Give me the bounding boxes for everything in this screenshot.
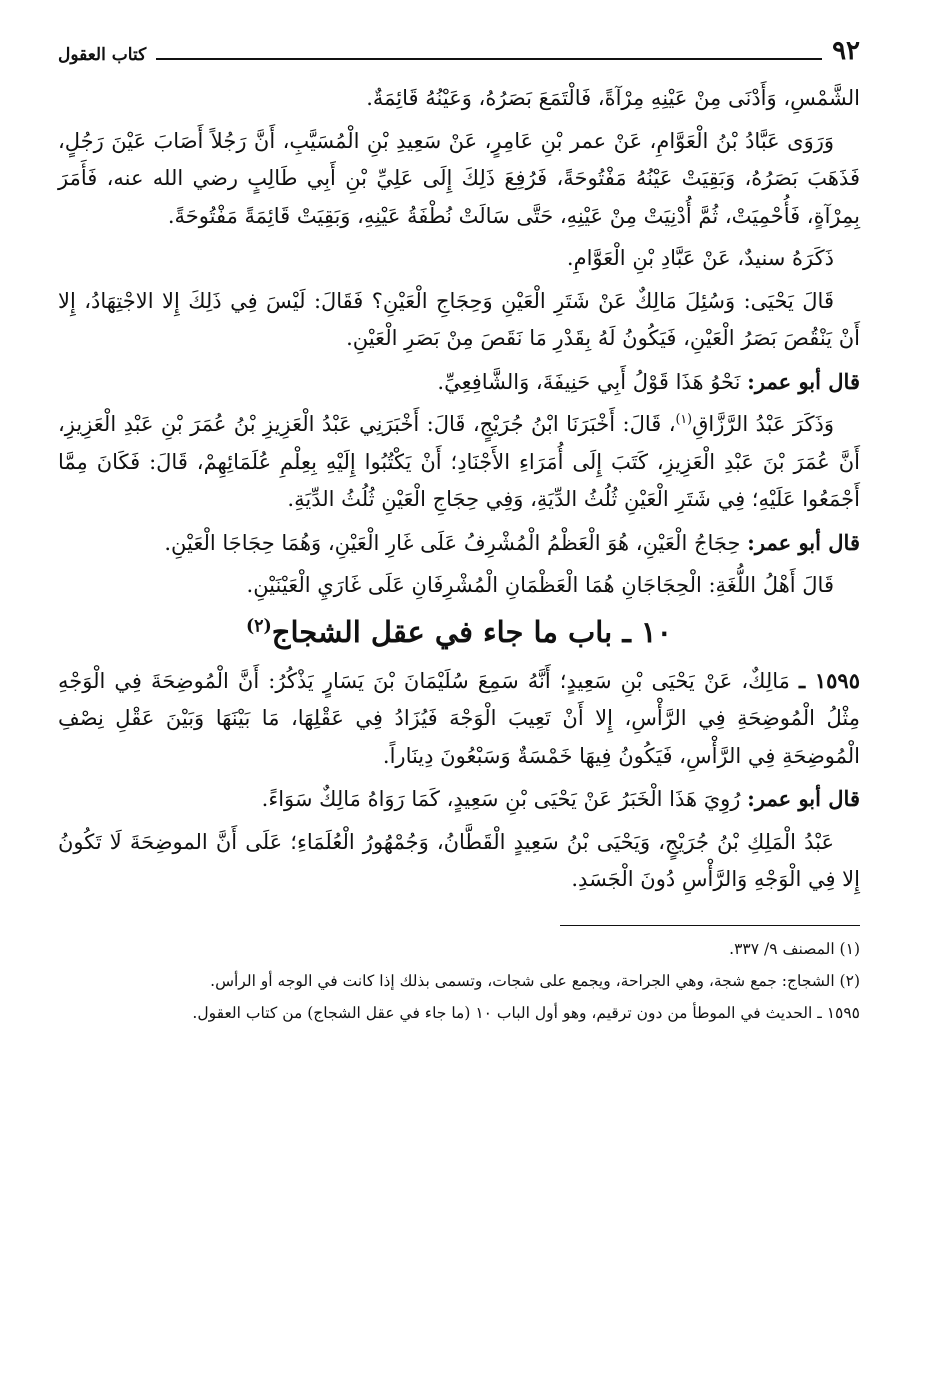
footnote-1: (١) المصنف ٩/ ٣٣٧. [729, 939, 860, 958]
paragraph-5-text: نَحْوُ هَذَا قَوْلُ أَبِي حَنِيفَةَ، وَالشَّافِعِيِّ. [437, 369, 741, 394]
paragraph-6-before: وَذَكَرَ عَبْدُ الرَّزَّاقِ [692, 412, 834, 436]
footnote-ref-2: (٢) [245, 615, 272, 636]
paragraph-9 [58, 662, 860, 776]
footnotes [58, 936, 860, 1027]
hadith-number: ١٥٩٥ ـ [799, 667, 860, 693]
paragraph-11: عَبْدُ الْمَلِكِ بْنُ جُرَيْجٍ، وَيَحْيَى بْنُ سَعِيدٍ الْقَطَّانُ، وَجُمْهُورُ الْعُلَمَاءِ؛ عَلَى أَنَّ الموضِحَةَ لَا تَكُونُ إِلا فِي الْوَجْهِ وَالرَّأْسِ دُونَ الْجَسَدِ. [58, 829, 860, 891]
paragraph-7 [58, 524, 860, 563]
paragraph-4: قَالَ يَحْيَى: وَسُئِلَ مَالِكٌ عَنْ شَتَرِ الْعَيْنِ وَحِجَاجِ الْعَيْنِ؟ فَقَالَ: لَيْسَ فِي ذَلِكَ إِلا الاجْتِهَادُ، إِلا أَنْ يَنْقُصَ بَصَرُ الْعَيْنِ، فَيَكُونُ لَهُ بِقَدْرِ مَا نَقَصَ مِنْ بَصَرِ الْعَيْنِ. [58, 288, 860, 350]
speaker-label: قال أبو عمر: [747, 529, 860, 555]
speaker-label: قال أبو عمر: [747, 786, 860, 811]
paragraph-9-text: مَالِكٌ، عَنْ يَحْيَى بْنِ سَعِيدٍ؛ أَنَّهُ سَمِعَ سُلَيْمَانَ بْنَ يَسَارٍ يَذْكُرُ: أَنَّ الْمُوضِحَةَ فِي الْوَجْهِ مِثْلُ الْمُوضِحَةِ فِي الرَّأْسِ، إِلا أَنْ تَعِيبَ الْوَجْهَ فَيُزَادُ فِي عَقْلِهَا، مَا بَيْنَهَا وَبَيْنَ عَقْلِ نِصْفِ الْمُوضِحَةِ فِي الرَّأْسِ، فَيَكُونُ فِيهَا خَمْسَةٌ وَسَبْعُونَ دِينَاراً. [58, 668, 860, 768]
paragraph-2: وَرَوَى عَبَّادُ بْنُ الْعَوَّامِ، عَنْ عمر بْنِ عَامِرٍ، عَنْ سَعِيدِ بْنِ الْمُسَيَّبِ، أَنَّ رَجُلاً أَصَابَ عَيْنَ رَجُلٍ، فَذَهَبَ بَصَرُهُ، وَبَقِيَتْ عَيْنُهُ مَفْتُوحَةً، فَرُفِعَ ذَلِكَ إِلَى عَلِيِّ بْنِ أَبِي طَالِبٍ رضي الله عنه، فَأَمَرَ بِمِرْآةٍ، فَأُحْمِيَتْ، ثُمَّ أُدْنِيَتْ مِنْ عَيْنِهِ، حَتَّى سَالَتْ نُطْفَةُ عَيْنِهِ، وَبَقِيَتْ قَائِمَةً مَفْتُوحَةً. [58, 128, 860, 228]
paragraph-10 [58, 780, 860, 819]
paragraph-1: الشَّمْسِ، وَأَدْنَى مِنْ عَيْنِهِ مِرْآةً، فَالْتَمَعَ بَصَرُهُ، وَعَيْنُهُ قَائِمَةٌ. [366, 86, 860, 110]
chapter-heading [58, 610, 860, 654]
footnote-ref-1: (١) [675, 411, 693, 426]
paragraph-6 [58, 406, 860, 519]
running-title: كتاب العقول [58, 45, 147, 65]
paragraph-3: ذَكَرَهُ سنيدٌ، عَنْ عَبَّادِ بْنِ الْعَوَّامِ. [566, 246, 834, 270]
paragraph-10-text: رُوِيَ هَذَا الْخَبَرُ عَنْ يَحْيَى بْنِ سَعِيدٍ، كَمَا رَوَاهُ مَالِكٌ سَوَاءً. [261, 787, 741, 811]
footnote-3: ١٥٩٥ ـ الحديث في الموطأ من دون ترقيم، وهو أول الباب ١٠ (ما جاء في عقل الشجاج) من كتاب العقول. [192, 1003, 860, 1022]
chapter-heading-text: ١٠ ـ باب ما جاء في عقل الشجاج [271, 614, 673, 649]
paragraph-6-after: ، قَالَ: أَخْبَرَنَا ابْنُ جُرَيْجٍ، قَالَ: أَخْبَرَنِي عَبْدُ الْعَزِيزِ بْنُ عُمَرَ بْنِ عَبْدِ الْعَزِيزِ، أَنَّ عُمَرَ بْنَ عَبْدِ الْعَزِيزِ، كَتَبَ إِلَى أُمَرَاءِ الأَجْنَادِ؛ أَنْ يَكْتُبُوا إِلَيْهِ بِعِلْمِ عُلَمَائِهِمْ، قَالَ: فَكَانَ مِمَّا أَجْمَعُوا عَلَيْهِ؛ فِي شَتَرِ الْعَيْنِ ثُلُثُ الدِّيَةِ، وَفِي حِجَاجِ الْعَيْنِ ثُلُثُ الدِّيَةِ. [58, 412, 860, 511]
paragraph-5 [58, 363, 860, 402]
footnote-2: (٢) الشجاج: جمع شجة، وهي الجراحة، ويجمع على شجات، وتسمى بذلك إذا كانت في الوجه أو الرأس. [210, 971, 860, 990]
running-header [58, 28, 860, 64]
paragraph-8: قَالَ أَهْلُ اللُّغَةِ: الْحِجَاجَانِ هُمَا الْعَظْمَانِ الْمُشْرِفَانِ عَلَى غَارَيِ الْعَيْنَيْنِ. [246, 573, 834, 597]
paragraph-7-text: حِجَاجُ الْعَيْنِ، هُوَ الْعَظْمُ الْمُشْرِفُ عَلَى غَارِ الْعَيْنِ، وَهُمَا حِجَاجَا الْعَيْنِ. [164, 530, 741, 555]
page-number: ٩٢ [832, 36, 860, 66]
header-rule [156, 58, 822, 60]
body-text [58, 80, 860, 899]
footnote-rule [560, 925, 860, 926]
speaker-label: قال أبو عمر: [747, 368, 860, 394]
